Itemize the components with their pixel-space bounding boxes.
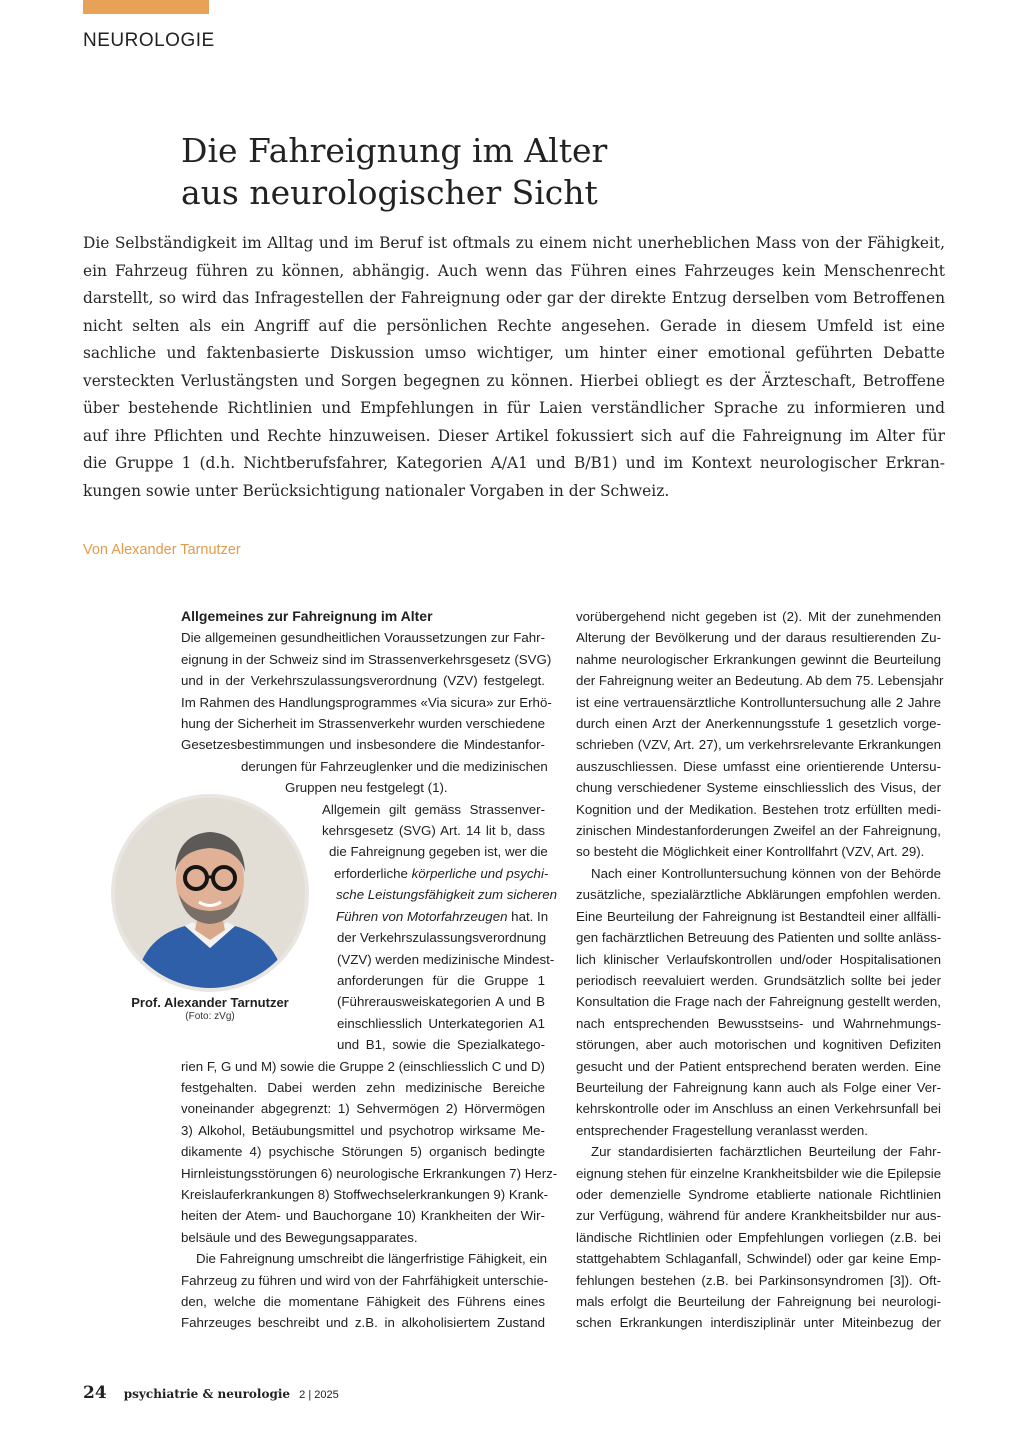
body-line: durch einen Arzt der Anerkennungsstufe 1 gesetzlich vorge- xyxy=(576,716,941,732)
body-line: lich klinischer Verlaufskontrollen und/oder Hospitalisationen xyxy=(576,951,941,967)
italic-text: Führen von Motorfahrzeugen xyxy=(336,908,508,924)
body-line: stattgehabtem Schlaganfall, Schwindel) oder gar keine Emp- xyxy=(576,1251,941,1267)
body-line: störungen, aber auch motorischen und kognitiven Defiziten xyxy=(576,1037,941,1053)
body-line: vorübergehend nicht gegeben ist (2). Mit der zunehmenden xyxy=(576,609,941,624)
lead-line: Die Selbständigkeit im Alltag und im Beruf ist oftmals zu einem nicht unerheblichen Mass von der Fähigkeit, xyxy=(83,234,945,252)
body-column-right xyxy=(576,606,944,1334)
body-line: fehlungen bestehen (z.B. bei Parkinsonsyndromen [3]). Oft- xyxy=(576,1272,941,1288)
body-line: hung der Sicherheit im Strassenverkehr wurden verschiedene xyxy=(181,716,545,732)
body-line: so besteht die Möglichkeit einer Kontrollfahrt (VZV, Art. 29). xyxy=(576,844,925,860)
body-line: 3) Alkohol, Betäubungsmittel und psychotrop wirksame Me- xyxy=(181,1122,545,1138)
body-line: Hirnleistungsstörungen 6) neurologische Erkrankungen 7) Herz- xyxy=(181,1165,558,1181)
body-line: Kreislauferkrankungen 8) Stoffwechselerkrankungen 9) Krank- xyxy=(181,1186,549,1202)
body-line: heiten der Atem- und Bauchorgane 10) Krankheiten der Wir- xyxy=(181,1208,545,1224)
body-line: zusätzliche, spezialärztliche Abklärungen empfohlen werden. xyxy=(576,887,941,903)
article-lead xyxy=(83,230,945,505)
body-line xyxy=(336,884,557,905)
body-line: festgehalten. Dabei werden zehn medizinische Bereiche xyxy=(181,1079,545,1095)
lead-line: die Gruppe 1 (d.h. Nichtberufsfahrer, Kategorien A/A1 und B/B1) und im Kontext neurologischer Erkran- xyxy=(83,454,945,472)
body-text: erforderliche xyxy=(334,865,412,881)
body-line: nach entsprechenden Bewusstseins- und Wahrnehmungs- xyxy=(576,1015,941,1031)
author-portrait xyxy=(111,794,309,992)
body-line: Die Fahreignung umschreibt die längerfristige Fähigkeit, ein xyxy=(196,1251,548,1267)
body-line: zinischen Mindestanforderungen Zweifel an der Fahreignung, xyxy=(576,823,941,839)
journal-name: psychiatrie & neurologie xyxy=(123,1387,291,1401)
body-line: Alterung der Bevölkerung und der daraus resultierenden Zu- xyxy=(576,630,941,646)
body-line: voneinander abgegrenzt: 1) Sehvermögen 2) Hörvermögen xyxy=(181,1101,545,1117)
body-line: derungen für Fahrzeuglenker und die medizinischen xyxy=(241,758,548,774)
body-line: Gesetzesbestimmungen und insbesondere die Mindestanfor- xyxy=(181,737,545,753)
body-line: nahme neurologischer Erkrankungen gewinnt die Beurteilung xyxy=(576,651,941,667)
body-line: Allgemein gilt gemäss Strassenver- xyxy=(322,801,545,817)
body-line: und B1, sowie die Spezialkatego- xyxy=(337,1037,545,1053)
body-line: auszuschliessen. Diese umfasst eine orientierende Untersu- xyxy=(576,758,941,774)
body-line: die Fahreignung gegeben ist, wer die xyxy=(329,844,548,860)
body-line: Gruppen neu festgelegt (1). xyxy=(285,780,448,796)
body-line: Beurteilung der Fahreignung kann auch als Folge einer Ver- xyxy=(576,1079,941,1095)
body-line: schen Erkrankungen interdisziplinär unter Miteinbezug der xyxy=(576,1315,941,1331)
portrait-caption xyxy=(100,995,320,1022)
body-line: Nach einer Kontrolluntersuchung können von der Behörde xyxy=(591,865,941,881)
body-line: rien F, G und M) sowie die Gruppe 2 (einschliesslich C und D) xyxy=(181,1058,545,1074)
body-line xyxy=(336,906,549,927)
body-line: Die allgemeinen gesundheitlichen Voraussetzungen zur Fahr- xyxy=(181,630,545,646)
body-line: periodisch reevaluiert werden. Grundsätzlich sollte bei jeder xyxy=(576,972,941,988)
title-line: Die Fahreignung im Alter xyxy=(181,131,608,170)
body-line: der Fahreignung weiter an Bedeutung. Ab dem 75. Lebensjahr xyxy=(576,673,944,689)
body-line: ist eine vertrauensärztliche Kontrolluntersuchung alle 2 Jahre xyxy=(576,694,941,710)
body-line: Fahrzeuges beschreibt und z.B. in alkoholisiertem Zustand xyxy=(181,1315,545,1331)
body-line: eignung stehen für einzelne Krankheitsbilder wie die Epilepsie xyxy=(576,1165,942,1181)
body-line: einschliesslich Unterkategorien A1 xyxy=(337,1015,545,1031)
body-line: schrieben (VZV, Art. 27), um verkehrsrelevante Erkrankungen xyxy=(576,737,941,753)
body-line: den, welche die momentane Fähigkeit des Führens eines xyxy=(181,1294,545,1309)
lead-line: nicht selten als ein Angriff auf die persönlichen Rechte angesehen. Gerade in diesem Umfeld ist eine xyxy=(83,316,945,335)
body-line: dikamente 4) psychische Störungen 5) organisch bedingte xyxy=(181,1144,545,1160)
body-text: hat. In xyxy=(507,908,549,924)
body-line: oder demenzielle Syndrome etablierte nationale Richtlinien xyxy=(576,1186,941,1202)
section-label: NEUROLOGIE xyxy=(83,30,215,51)
body-line: Konsultation die Frage nach der Fahreignung gestellt werden, xyxy=(576,994,941,1010)
body-line: gen fachärztlichen Betreuung des Patienten und sollte anläss- xyxy=(576,930,942,946)
body-line: anforderungen für die Gruppe 1 xyxy=(337,972,545,988)
italic-text: sche Leistungsfähigkeit zum sicheren xyxy=(336,887,557,903)
body-line: kehrskontrolle oder im Anschluss an einen Verkehrsunfall bei xyxy=(576,1101,941,1117)
body-line: (Führerausweiskategorien A und B xyxy=(337,994,545,1010)
page-footer xyxy=(83,1383,339,1403)
portrait-name: Prof. Alexander Tarnutzer xyxy=(131,995,289,1010)
body-line: der Verkehrszulassungsverordnung xyxy=(337,930,547,946)
body-line: eignung in der Schweiz sind im Strassenverkehrsgesetz (SVG) xyxy=(181,651,552,667)
lead-line: versteckten Verlustängsten und Sorgen begegnen zu können. Hierbei obliegt es der Ärzteschaft, Betroffene xyxy=(83,371,945,390)
italic-text: körperliche und psychi- xyxy=(411,865,549,881)
lead-line: ein Fahrzeug führen zu können, abhängig. Auch wenn das Führen eines Fahrzeuges kein Menschenrecht xyxy=(83,261,945,280)
lead-line: auf ihre Pflichten und Rechte hinzuweisen. Dieser Artikel fokussiert sich auf die Fahreignung im Alter für xyxy=(83,426,945,445)
body-line: entsprechender Fragestellung veranlasst werden. xyxy=(576,1122,868,1138)
body-line: chung verschiedener Systeme einschliesslich des Visus, der xyxy=(576,780,941,796)
body-line: Kognition und der Medikation. Bestehen trotz erfüllten medi- xyxy=(576,801,941,817)
byline: Von Alexander Tarnutzer xyxy=(83,542,241,558)
title-line: aus neurologischer Sicht xyxy=(181,173,598,212)
body-line: ländische Richtlinien oder Empfehlungen vorliegen (z.B. bei xyxy=(576,1229,941,1245)
body-line: Im Rahmen des Handlungsprogrammes «Via sicura» zur Erhö- xyxy=(181,694,552,710)
body-line: kehrsgesetz (SVG) Art. 14 lit b, dass xyxy=(322,823,545,839)
lead-line: kungen sowie unter Berücksichtigung nationaler Vorgaben in der Schweiz. xyxy=(83,481,670,500)
body-line: und in der Verkehrszulassungsverordnung (VZV) festgelegt. xyxy=(181,673,545,689)
section-accent-bar xyxy=(83,0,209,14)
journal-issue: 2 | 2025 xyxy=(299,1389,339,1401)
body-line: belsäule und des Bewegungsapparates. xyxy=(181,1229,418,1245)
body-line: zur Verfügung, während für andere Krankheitsbilder nur aus- xyxy=(576,1208,941,1224)
lead-line: sachliche und faktenbasierte Diskussion umso wichtiger, um hinter einer emotional geführten Debatte xyxy=(83,344,945,362)
body-line xyxy=(334,863,549,884)
portrait-illustration xyxy=(115,798,305,988)
page-number: 24 xyxy=(83,1383,107,1403)
photo-credit: (Foto: zVg) xyxy=(185,1011,235,1022)
body-line: mals erfolgt die Beurteilung der Fahreignung bei neurologi- xyxy=(576,1294,941,1309)
lead-line: über bestehende Richtlinien und Empfehlungen in für Laien verständlicher Sprache zu informieren und xyxy=(83,399,945,417)
body-line: (VZV) werden medizinische Mindest- xyxy=(337,951,555,967)
section-heading: Allgemeines zur Fahreignung im Alter xyxy=(181,608,433,624)
body-line: gesucht und der Patient entsprechend beraten werden. Eine xyxy=(576,1058,941,1074)
article-title xyxy=(181,130,881,214)
body-line: Zur standardisierten fachärztlichen Beurteilung der Fahr- xyxy=(591,1144,941,1160)
body-line: Eine Beurteilung der Fahreignung ist Bestandteil einer allfälli- xyxy=(576,908,941,924)
body-line: Fahrzeug zu führen und wird von der Fahrfähigkeit unterschie- xyxy=(181,1272,549,1288)
lead-line: darstellt, so wird das Infragestellen der Fahreignung oder gar der direkte Entzug derselben vom Betroffenen xyxy=(83,289,945,307)
